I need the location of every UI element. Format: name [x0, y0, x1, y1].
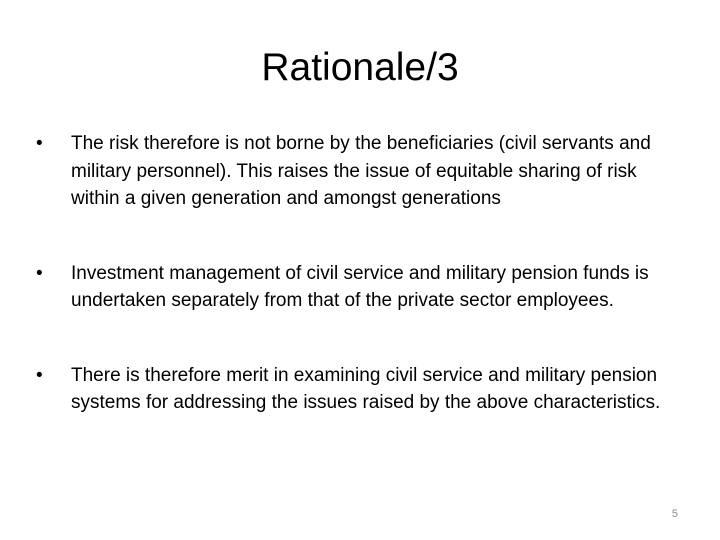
bullet-text-2: Investment management of civil service and military pension funds is undertaken separately from that of the private sector employees. — [71, 262, 649, 311]
bullet-item-3 — [36, 362, 690, 417]
bullet-text-1: The risk therefore is not borne by the beneficiaries (civil servants and military personnel). This raises the issue of equitable sharing of risk within a given generation and amongst generations — [71, 133, 651, 209]
bullet-dot-icon: • — [36, 262, 43, 284]
bullet-dot-icon: • — [36, 364, 43, 386]
bullet-list — [36, 130, 690, 417]
bullet-item-1 — [36, 130, 690, 213]
bullet-item-2 — [36, 260, 690, 315]
bullet-text-3: There is therefore merit in examining civil service and military pension systems for addressing the issues raised by the above characteristics. — [71, 364, 661, 413]
bullet-dot-icon: • — [36, 133, 43, 154]
slide-title: Rationale/3 — [261, 46, 459, 89]
page-number: 5 — [671, 508, 678, 520]
